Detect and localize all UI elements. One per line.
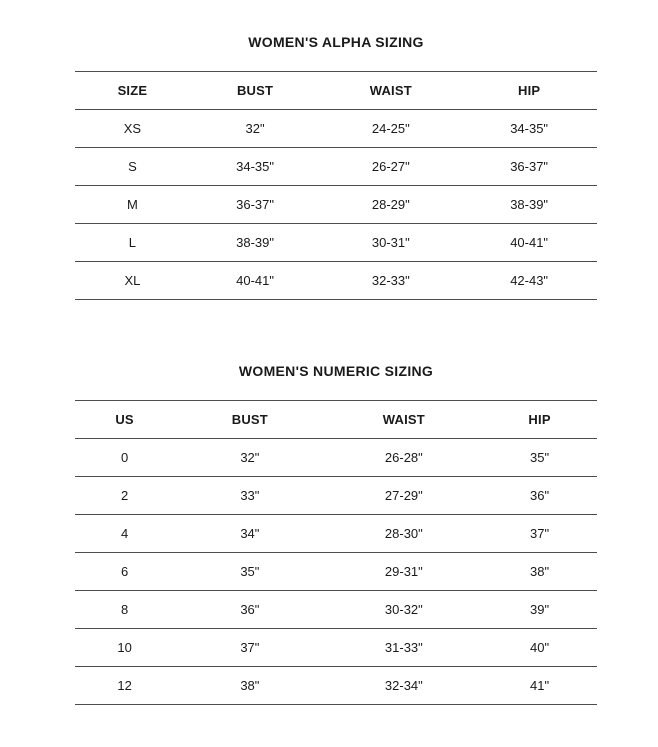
- alpha-sizing-title: WOMEN'S ALPHA SIZING: [248, 34, 424, 50]
- table-row: [75, 591, 597, 629]
- table-cell: 30-32": [326, 591, 483, 629]
- table-cell: 42-43": [461, 262, 597, 300]
- table-cell: L: [75, 224, 190, 262]
- table-cell: 8: [75, 591, 174, 629]
- table-cell: XL: [75, 262, 190, 300]
- table-row: [75, 148, 597, 186]
- table-row: [75, 629, 597, 667]
- column-header: BUST: [190, 72, 321, 110]
- table-cell: 36": [174, 591, 325, 629]
- table-row: [75, 262, 597, 300]
- table-row: [75, 110, 597, 148]
- table-cell: 38-39": [461, 186, 597, 224]
- table-cell: 33": [174, 477, 325, 515]
- table-cell: 29-31": [326, 553, 483, 591]
- table-cell: 34-35": [461, 110, 597, 148]
- table-cell: 32": [174, 439, 325, 477]
- table-cell: 35": [482, 439, 597, 477]
- table-cell: 37": [482, 515, 597, 553]
- numeric-sizing-table-header: [75, 401, 597, 439]
- table-cell: 36": [482, 477, 597, 515]
- table-cell: 27-29": [326, 477, 483, 515]
- header-row: [75, 72, 597, 110]
- table-cell: 2: [75, 477, 174, 515]
- alpha-sizing-table-header: [75, 72, 597, 110]
- column-header: BUST: [174, 401, 325, 439]
- table-cell: 24-25": [320, 110, 461, 148]
- numeric-sizing-table-body: [75, 439, 597, 705]
- table-cell: 40-41": [461, 224, 597, 262]
- table-cell: 39": [482, 591, 597, 629]
- table-cell: 28-29": [320, 186, 461, 224]
- table-cell: 37": [174, 629, 325, 667]
- table-cell: 38": [482, 553, 597, 591]
- column-header: US: [75, 401, 174, 439]
- table-cell: 34": [174, 515, 325, 553]
- column-header: WAIST: [320, 72, 461, 110]
- table-row: [75, 667, 597, 705]
- table-cell: 28-30": [326, 515, 483, 553]
- table-cell: 38": [174, 667, 325, 705]
- column-header: HIP: [482, 401, 597, 439]
- table-row: [75, 186, 597, 224]
- table-cell: 38-39": [190, 224, 321, 262]
- table-cell: 31-33": [326, 629, 483, 667]
- table-cell: 41": [482, 667, 597, 705]
- table-cell: 30-31": [320, 224, 461, 262]
- table-cell: 4: [75, 515, 174, 553]
- column-header: WAIST: [326, 401, 483, 439]
- size-charts: [75, 0, 597, 705]
- table-cell: M: [75, 186, 190, 224]
- table-cell: 36-37": [461, 148, 597, 186]
- table-cell: 0: [75, 439, 174, 477]
- table-cell: S: [75, 148, 190, 186]
- table-cell: 34-35": [190, 148, 321, 186]
- table-row: [75, 477, 597, 515]
- table-row: [75, 439, 597, 477]
- table-cell: 40": [482, 629, 597, 667]
- table-cell: 26-27": [320, 148, 461, 186]
- table-cell: XS: [75, 110, 190, 148]
- column-header: SIZE: [75, 72, 190, 110]
- table-cell: 6: [75, 553, 174, 591]
- table-cell: 32-34": [326, 667, 483, 705]
- table-cell: 26-28": [326, 439, 483, 477]
- table-cell: 32": [190, 110, 321, 148]
- table-row: [75, 224, 597, 262]
- column-header: HIP: [461, 72, 597, 110]
- table-row: [75, 515, 597, 553]
- numeric-sizing-table: [75, 400, 597, 705]
- table-cell: 12: [75, 667, 174, 705]
- table-cell: 32-33": [320, 262, 461, 300]
- alpha-sizing-table-body: [75, 110, 597, 300]
- table-cell: 10: [75, 629, 174, 667]
- table-row: [75, 553, 597, 591]
- header-row: [75, 401, 597, 439]
- table-cell: 36-37": [190, 186, 321, 224]
- table-cell: 40-41": [190, 262, 321, 300]
- numeric-sizing-title: WOMEN'S NUMERIC SIZING: [238, 363, 434, 379]
- table-cell: 35": [174, 553, 325, 591]
- alpha-sizing-table: [75, 71, 597, 300]
